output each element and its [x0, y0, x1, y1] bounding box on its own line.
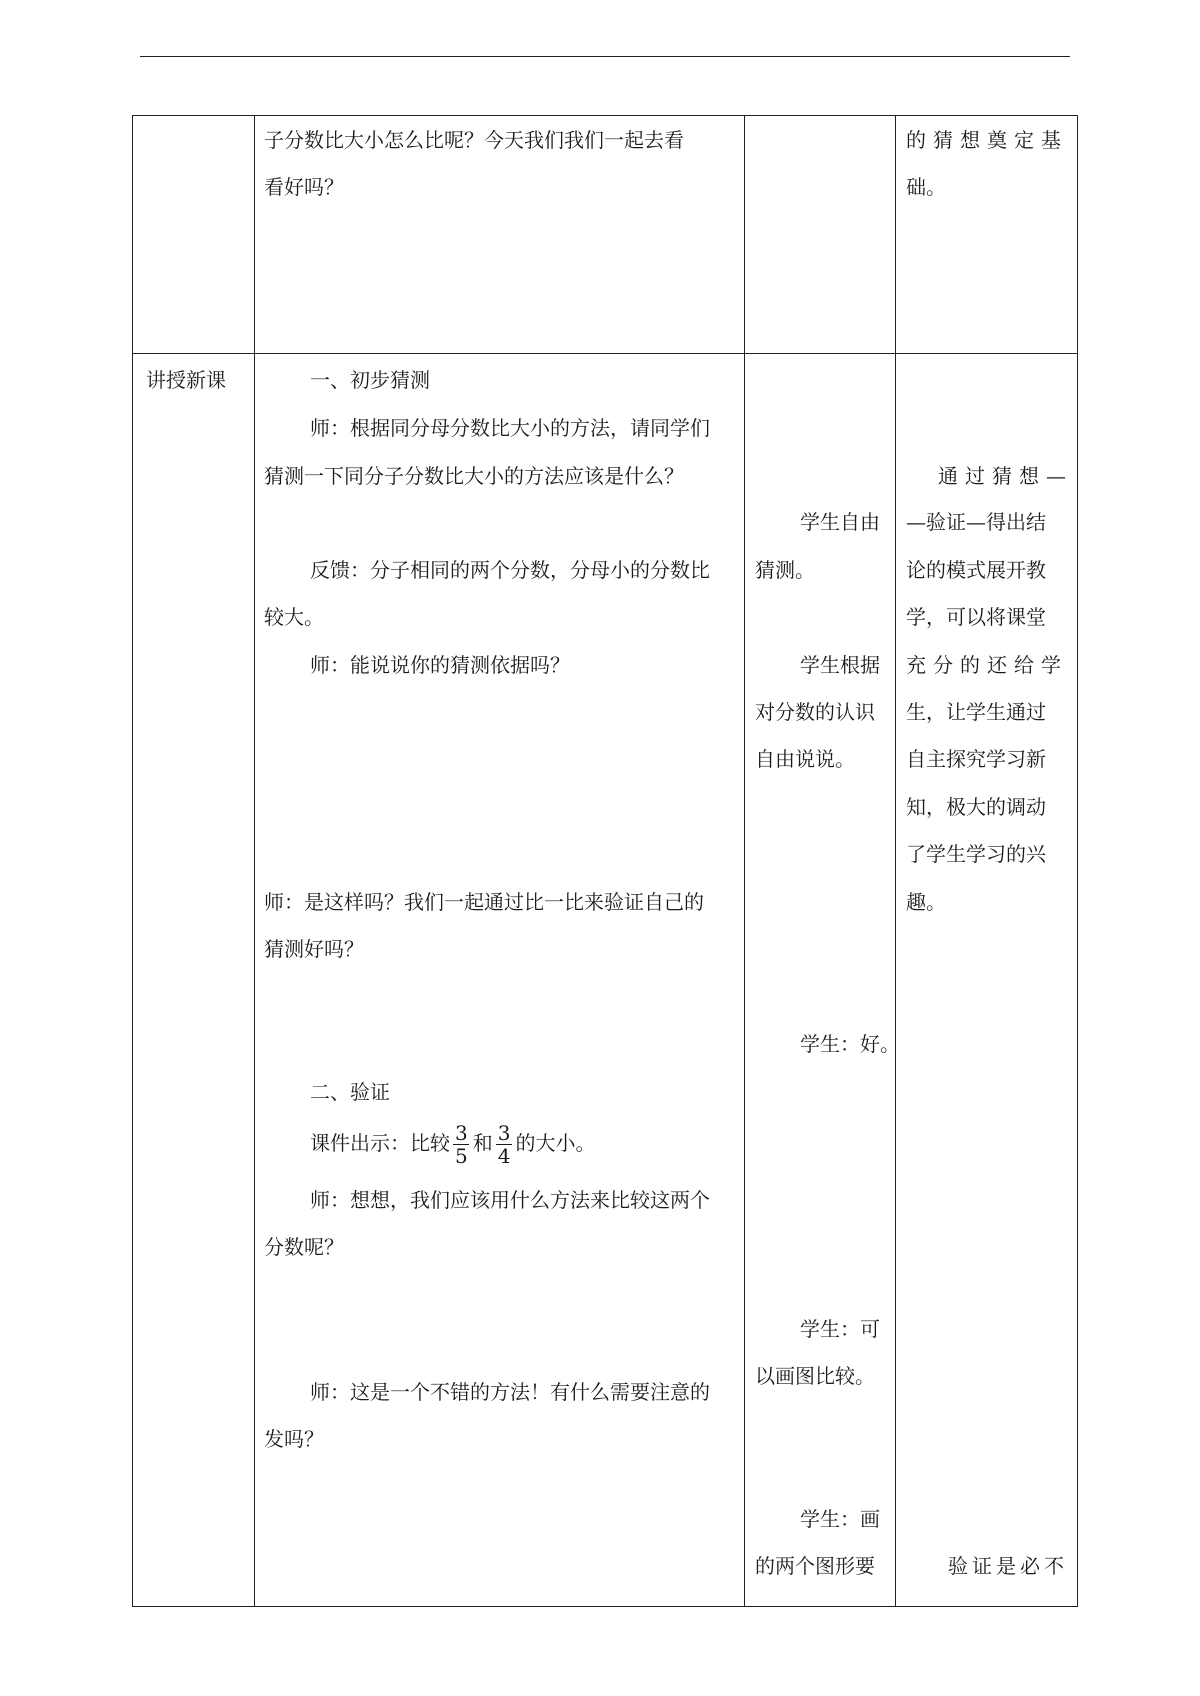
student-line: 学生：可 [800, 1317, 880, 1341]
intent-line: 趣。 [906, 890, 946, 914]
table-border-top [132, 115, 1078, 116]
intent-line: 了学生学习的兴 [906, 842, 1046, 866]
fraction-three-quarters [496, 1122, 513, 1167]
intent-line: 的猜想奠定基 [906, 128, 1068, 152]
student-line: 学生自由 [800, 510, 880, 534]
intent-line: 验证是必不 [948, 1554, 1068, 1578]
feedback-line: 反馈：分子相同的两个分数，分母小的分数比 [310, 558, 710, 582]
table-border-bottom [132, 1606, 1078, 1607]
teacher-line: 师：这是一个不错的方法！有什么需要注意的 [310, 1380, 710, 1404]
col-border [132, 115, 133, 1607]
student-line: 的两个图形要 [755, 1554, 875, 1578]
teacher-line: 师：是这样吗？我们一起通过比一比来验证自己的 [264, 890, 704, 914]
intent-line: 知，极大的调动 [906, 795, 1046, 819]
teacher-line: 师：能说说你的猜测依据吗？ [310, 653, 570, 677]
fraction-three-fifths [453, 1122, 470, 1167]
teacher-line: 发吗？ [264, 1427, 324, 1451]
student-line: 学生根据 [800, 653, 880, 677]
col-border [895, 115, 896, 1607]
teacher-line: 分数呢？ [264, 1235, 344, 1259]
intent-line: 充分的还给学 [906, 653, 1068, 677]
page-header-rule [140, 56, 1070, 57]
student-line: 猜测。 [755, 558, 815, 582]
courseware-suffix: 的大小。 [515, 1131, 596, 1155]
student-line: 对分数的认识 [755, 700, 875, 724]
content-line: 子分数比大小怎么比呢？今天我们我们一起去看 [264, 128, 684, 152]
fraction-denominator: 5 [455, 1144, 468, 1168]
teacher-line: 猜测好吗？ [264, 937, 364, 961]
teacher-line: 师：根据同分母分数比大小的方法，请同学们 [310, 416, 710, 440]
student-line: 以画图比较。 [755, 1364, 875, 1388]
col-border [1077, 115, 1078, 1607]
intent-line: —验证—得出结 [906, 510, 1046, 534]
stage-label: 讲授新课 [146, 368, 226, 392]
courseware-line [310, 1116, 595, 1170]
teacher-line: 师：想想，我们应该用什么方法来比较这两个 [310, 1188, 710, 1212]
section-heading: 一、初步猜测 [310, 368, 430, 392]
col-border [744, 115, 745, 1607]
courseware-and: 和 [472, 1131, 493, 1155]
fraction-denominator: 4 [497, 1144, 511, 1168]
feedback-line: 较大。 [264, 605, 324, 629]
fraction-numerator: 3 [455, 1121, 468, 1145]
student-line: 学生：好。 [800, 1032, 900, 1056]
intent-line: 通过猜想— [938, 464, 1073, 488]
section-heading: 二、验证 [310, 1080, 390, 1104]
intent-line: 论的模式展开教 [906, 558, 1046, 582]
teacher-line: 猜测一下同分子分数比大小的方法应该是什么？ [264, 464, 684, 488]
student-line: 自由说说。 [755, 747, 855, 771]
courseware-prefix: 课件出示：比较 [310, 1131, 450, 1155]
col-border [254, 115, 255, 1607]
row-divider [132, 353, 1078, 354]
fraction-numerator: 3 [497, 1121, 511, 1145]
intent-line: 生，让学生通过 [906, 700, 1046, 724]
content-line: 看好吗？ [264, 175, 344, 199]
intent-line: 础。 [906, 175, 946, 199]
student-line: 学生：画 [800, 1507, 880, 1531]
intent-line: 自主探究学习新 [906, 747, 1046, 771]
intent-line: 学，可以将课堂 [906, 605, 1046, 629]
